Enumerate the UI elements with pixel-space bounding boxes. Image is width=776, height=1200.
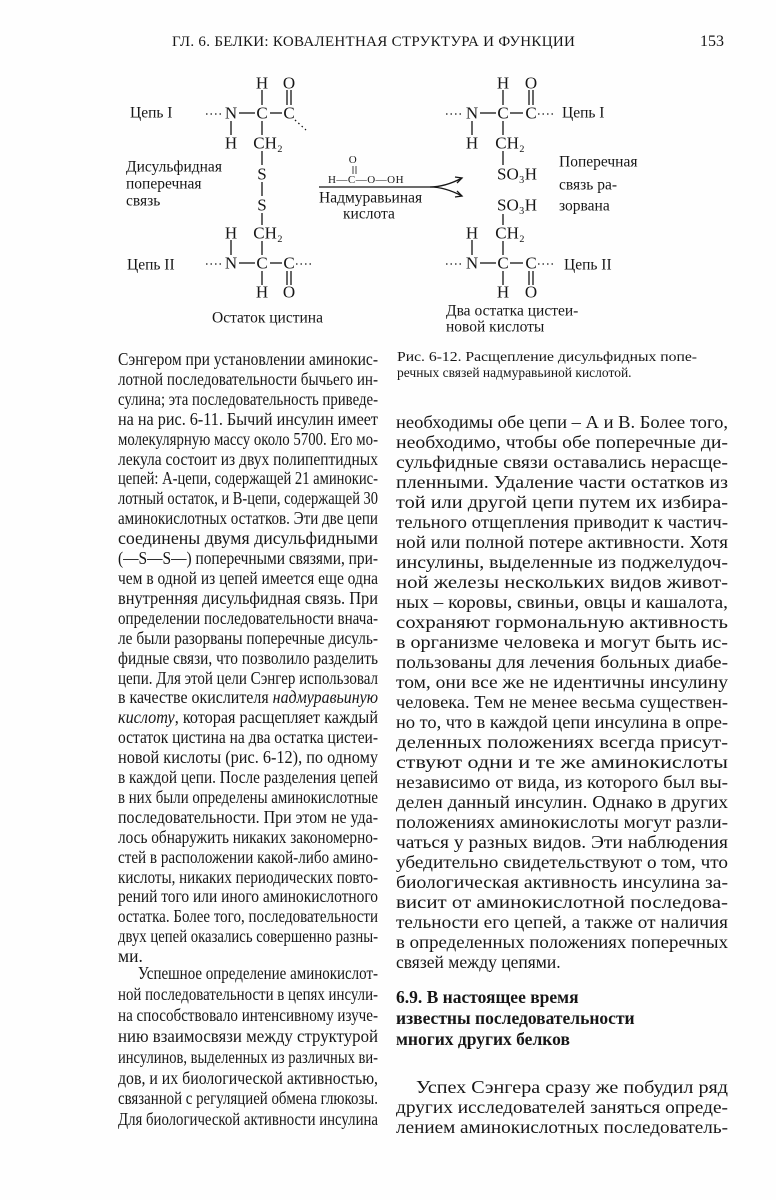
reagent-formula: H—C—O—OH [327,174,405,186]
text-line-content: остатка. Более того, последовательности [118,906,378,927]
text-line-content: лотной последовательности бычьего ин- [118,368,378,389]
text-line-content: в каждой цепи. После разделения цепей [118,767,378,788]
text-line [118,1088,378,1109]
text-line [396,1008,728,1029]
text-line-content: пленными. Удаление части остатков из [396,472,728,492]
text-line [118,569,378,589]
text-line-content: ных – коровы, свиньи, овцы и кашалота, [396,592,728,612]
text-line-content: известны последовательности [396,1008,635,1028]
text-line [396,752,728,772]
text-line-content: стей в расположении какой-либо амино- [118,846,378,867]
text-line-content: чаться у разных видов. Эти наблюдения [396,832,728,852]
text-line [396,552,728,572]
text-line-content: лекула состоит из двух полипептидных [118,448,378,469]
atom-label: CH₂ [253,133,283,153]
atom-label: O [524,282,538,302]
bond-lines [0,0,776,340]
section-heading [396,987,728,1050]
text-line-content: Сэнгером при установлении аминокис- [118,349,378,369]
text-line [118,529,378,549]
atom-label: C [497,253,509,273]
text-line [118,609,378,629]
text-line [118,509,378,529]
text-line-content: связей между цепями. [396,952,561,972]
text-line-content: независимо от вида, из которого был вы- [396,772,728,792]
text-line [118,808,378,828]
text-line [118,629,378,649]
atom-label: H [496,73,510,93]
text-line-content: тельного отщепления приводит к частич- [396,512,728,532]
text-line-content: инсулины, выделенные из поджелудоч- [396,552,728,572]
text-line [118,469,378,489]
text-segment: в качестве окислителя [118,687,273,708]
text-line-content: фидные связи, что позволило разделить [118,647,378,668]
label-chain-1-right: Цепь I [562,104,605,122]
text-line-content: рений того или иного аминокислотного [118,886,378,907]
text-line-content: речных связей надмуравьиной кислотой. [397,365,632,380]
text-line-content: в определенных положениях поперечных [396,932,728,952]
text-line-content: том, они все же не идентичны инсулину [396,672,728,692]
text-line-content: Рис. 6-12. Расщепление дисульфидных попе- [397,349,697,364]
atom-label: C [283,103,295,123]
text-line-content: в них были определены аминокислотные [118,786,378,807]
text-line [118,549,378,569]
label-disulfide: поперечная [126,175,202,193]
text-line [396,572,728,592]
text-line [396,532,728,552]
text-line-content: пользованы для лечения больных диабе- [396,652,728,672]
text-line [118,589,378,609]
reagent-name: Надмуравьиная [319,189,423,207]
label-cystine-residue: Остаток цистина [212,309,323,327]
text-line [396,632,728,652]
text-line [118,984,378,1005]
text-line-content: висит от аминокислотной последова- [396,892,728,912]
text-line [396,792,728,812]
atom-label: CH₂ [495,223,525,243]
text-line [396,712,728,732]
text-line [396,772,728,792]
left-paragraph-2 [118,963,378,1130]
text-line [396,852,728,872]
atom-label: H [224,133,238,153]
label-cysteic-acid-residues: новой кислоты [446,318,545,336]
text-line-content: Для биологической активности инсулина [118,1109,378,1130]
text-line [118,887,378,907]
text-line-content: молекулярную массу около 5700. Его мо- [118,428,378,449]
text-line [118,963,378,984]
text-line-content: необходимо, чтобы обе поперечные ди- [396,432,728,452]
atom-label: C [256,253,268,273]
text-line-content: ми. [118,946,143,967]
text-line [396,432,728,452]
atom-label: H [224,223,238,243]
label-crosslink-broken: связь ра- [559,176,617,194]
text-line [396,872,728,892]
text-line-content: цепи. Для этой цели Сэнгер использовал [118,667,378,688]
text-line-content: Успешное определение аминокислот- [138,963,378,983]
text-line-content: ле были разорваны поперечные дисуль- [118,627,378,648]
text-line [118,688,378,708]
text-line [396,832,728,852]
text-line-content: аминокислотных остатков. Эти две цепи [118,508,378,529]
text-line [118,370,378,390]
text-line-content: необходимы обе цепи – А и В. Более того, [396,412,728,432]
reagent-formula-oxygen: O [348,154,358,166]
text-line-content: делен данный инсулин. Однако в других [396,792,728,812]
text-line-content [118,708,378,728]
atom-label: H [496,282,510,302]
atom-label: SO₃H [497,195,537,215]
text-line-content: на на рис. 6-11. Бычий инсулин имеет [118,408,378,429]
figure-caption [397,349,697,381]
text-line-content: сохраняют гормональную активность [396,612,728,632]
label-cysteic-acid-residues: Два остатка цистеи- [446,302,579,320]
text-line-content: дов, и их биологической активностью, [118,1067,378,1088]
text-line-content: двух цепей оказались совершенно разны- [118,926,378,947]
text-line-content: кислоты, никаких периодических повто- [118,866,378,887]
reagent-name: кислота [343,205,395,223]
atom-label: H [255,282,269,302]
atom-label: C [497,103,509,123]
label-crosslink-broken: зорвана [559,197,610,215]
text-line [118,788,378,808]
atom-label: N [224,103,238,123]
italic-term: кислоту [118,707,175,728]
text-line [396,892,728,912]
atom-label: CH₂ [253,223,283,243]
atom-label: H [465,223,479,243]
text-line [396,1117,728,1137]
text-line [118,828,378,848]
label-crosslink-broken: Поперечная [559,153,638,171]
text-line [396,472,728,492]
text-line-content: сулина; эта последовательность приведе- [118,388,378,409]
text-line [118,410,378,430]
text-line [396,987,728,1008]
text-line-content: других исследователей заняться опреде- [396,1097,728,1117]
label-chain-1-left: Цепь I [130,104,173,122]
text-line-content: в организме человека и могут быть ис- [396,632,728,652]
text-line-content: ствуют одни и те же аминокислоты [396,752,728,772]
text-line-content: новой кислоты (рис. 6-12), по одному [118,747,378,768]
text-line-content: тельности его цепей, а также от наличия [396,912,728,932]
atom-label: H [465,133,479,153]
text-line-content: ной или полной потере активности. Хотя [396,532,728,552]
text-line [118,649,378,669]
text-line-content: (—S—S—) поперечными связями, при- [118,548,378,569]
text-line [397,349,697,365]
text-line [396,912,728,932]
text-line [118,350,378,370]
atom-label: S [257,164,267,184]
text-line [396,812,728,832]
atom-label: N [465,253,479,273]
text-line [397,365,697,381]
right-paragraph-1 [396,412,728,972]
text-line-content: внутренняя дисульфидная связь. При [118,587,378,608]
text-line [396,1097,728,1117]
label-chain-2-left: Цепь II [127,256,175,274]
label-disulfide: связь [126,192,161,210]
text-line-content: ной последовательности в цепях инсули- [118,983,378,1004]
text-line [396,932,728,952]
left-paragraph-1 [118,350,378,967]
text-line [118,748,378,768]
atom-label: N [465,103,479,123]
text-line [118,728,378,748]
text-line-content: лотный остаток, и В-цепи, содержащей 30 [118,488,378,509]
text-line-content: ной железы нескольких видов живот- [396,572,728,592]
atom-label: SO₃H [497,164,537,184]
text-line [118,489,378,509]
text-line [118,907,378,927]
label-disulfide: Дисульфидная [126,158,222,176]
atom-label: S [257,195,267,215]
label-chain-2-right: Цепь II [564,256,612,274]
atom-label: O [282,73,296,93]
text-line-content: положениях аминокислоты могут разли- [396,812,728,832]
text-line [396,952,728,972]
text-line-content: Успех Сэнгера сразу же побудил ряд [416,1077,728,1097]
text-line [396,412,728,432]
text-line [396,612,728,632]
text-line-content: на способствовало интенсивному изуче- [118,1004,378,1025]
text-line [396,732,728,752]
text-line [396,452,728,472]
text-line [396,492,728,512]
text-line-content: убедительно свидетельствуют о том, что [396,852,728,872]
text-line-content: чем в одной из цепей имеется еще одна [118,567,378,588]
text-line [396,672,728,692]
text-line [396,1029,728,1050]
text-line [118,450,378,470]
text-line-content: связанной с регуляцией обмена глюкозы. [118,1088,378,1109]
right-paragraph-2 [396,1077,728,1137]
text-line-content: биологическая активность инсулина за- [396,872,728,892]
text-line-content: соединены двумя дисульфидными [118,528,378,549]
atom-label: C [525,253,537,273]
text-line-content: остаток цистина на два остатка цистеи- [118,727,378,748]
text-line-content: лось обнаружить никаких закономерно- [118,826,378,847]
running-head: ГЛ. 6. БЕЛКИ: КОВАЛЕНТНАЯ СТРУКТУРА И ФУНКЦИИ [172,34,576,50]
italic-term: надмуравьиную [272,687,378,708]
text-line [118,390,378,410]
text-line [118,848,378,868]
text-line [396,652,728,672]
atom-label: O [524,73,538,93]
text-line [118,768,378,788]
atom-label: C [525,103,537,123]
text-line [118,1047,378,1068]
text-line [118,669,378,689]
text-line-content: нию взаимосвязи между структурой [118,1025,378,1046]
text-line [118,1068,378,1089]
text-line-content: деленных положениях всегда присут- [396,732,728,752]
atom-label: N [224,253,238,273]
text-line-content: сульфидные связи оставались нерасще- [396,452,728,472]
text-line-content [118,688,378,708]
text-segment: , которая расщепляет каждый [174,707,378,728]
text-line [118,708,378,728]
text-line [396,1077,728,1097]
text-line-content: лением аминокислотных последователь- [396,1117,728,1137]
text-line [118,430,378,450]
text-line [396,592,728,612]
atom-label: CH₂ [495,133,525,153]
text-line-content: инсулинов, выделенных из различных ви- [118,1046,378,1067]
atom-label: C [256,103,268,123]
text-line-content: но то, что в каждой цепи инсулина в опре- [396,712,728,732]
text-line-content: последовательности. При этом не уда- [118,806,378,827]
page-number: 153 [700,33,724,50]
atom-label: C [283,253,295,273]
text-line [118,1109,378,1130]
text-line-content: определении последовательности внача- [118,607,378,628]
text-line [118,1005,378,1026]
text-line-content: 6.9. В настоящее время [396,987,579,1007]
atom-label: H [255,73,269,93]
text-line [118,1026,378,1047]
text-line-content: той или другой цепи путем их избира- [396,492,728,512]
text-line-content: многих других белков [396,1029,570,1049]
text-line [118,868,378,888]
atom-label: O [282,282,296,302]
text-line [396,512,728,532]
text-line [396,692,728,712]
text-line-content: человека. Тем не менее весьма существен- [396,692,728,712]
text-line [118,927,378,947]
text-line-content: цепей: А-цепи, содержащей 21 аминокис- [118,468,378,489]
